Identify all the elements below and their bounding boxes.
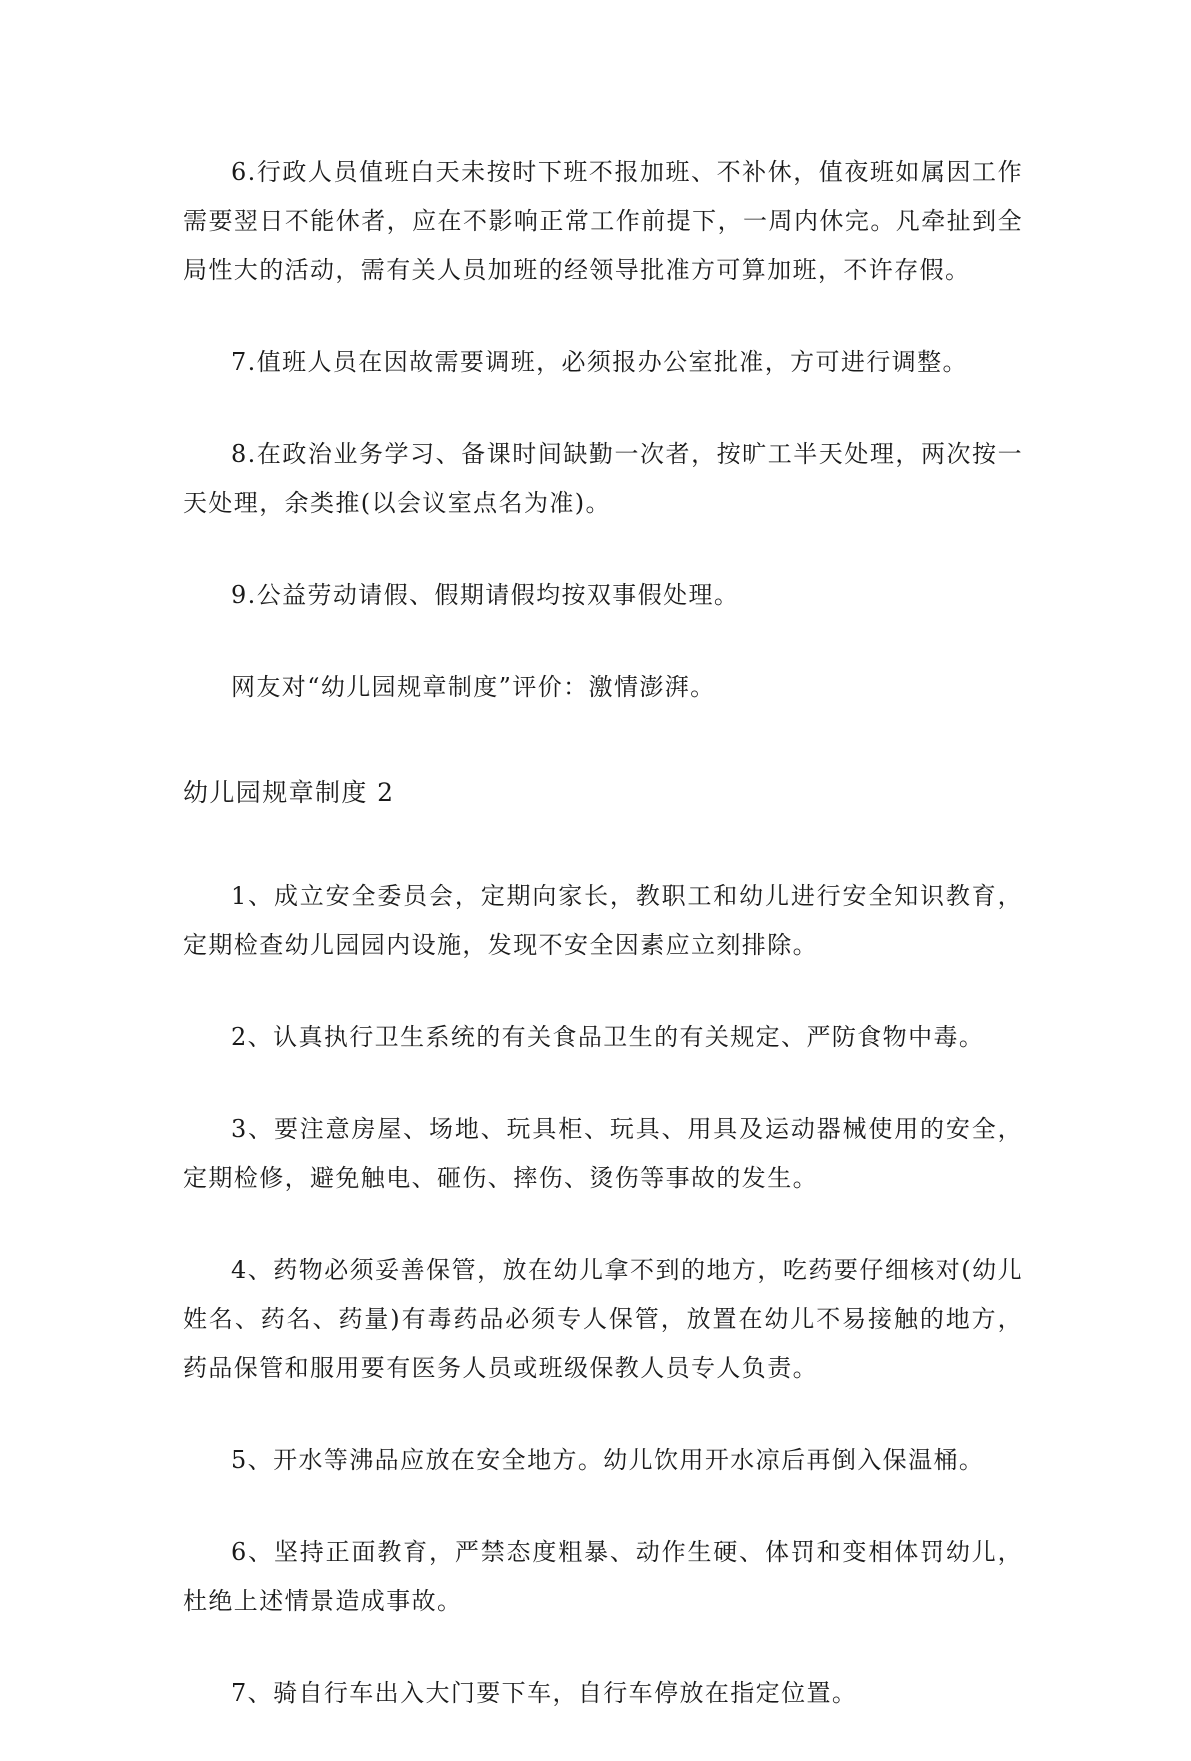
rule-item: 9.公益劳动请假、假期请假均按双事假处理。 xyxy=(231,581,740,609)
reader-comment: 网友对“幼儿园规章制度”评价：激情澎湃。 xyxy=(231,673,716,701)
section-safety-rules xyxy=(183,768,1023,1718)
rule-item: 3、要注意房屋、场地、玩具柜、玩具、用具及运动器械使用的安全，定期检修，避免触电、砸伤、摔伤、烫伤等事故的发生。 xyxy=(183,1115,1023,1192)
rule-item: 6、坚持正面教育，严禁态度粗暴、动作生硬、体罚和变相体罚幼儿，杜绝上述情景造成事故。 xyxy=(183,1538,1023,1615)
document-page xyxy=(183,148,1023,1761)
rule-item: 2、认真执行卫生系统的有关食品卫生的有关规定、严防食物中毒。 xyxy=(231,1023,985,1051)
section-attendance-rules xyxy=(183,148,1023,712)
rule-item: 1、成立安全委员会，定期向家长，教职工和幼儿进行安全知识教育，定期检查幼儿园园内设施，发现不安全因素应立刻排除。 xyxy=(183,882,1023,959)
section-title: 幼儿园规章制度 2 xyxy=(183,778,395,807)
rule-item: 5、开水等沸品应放在安全地方。幼儿饮用开水凉后再倒入保温桶。 xyxy=(231,1446,985,1474)
rule-item: 4、药物必须妥善保管，放在幼儿拿不到的地方，吃药要仔细核对(幼儿姓名、药名、药量)有毒药品必须专人保管，放置在幼儿不易接触的地方，药品保管和服用要有医务人员或班级保教人员专人负责。 xyxy=(183,1256,1023,1382)
rule-item: 7、骑自行车出入大门要下车，自行车停放在指定位置。 xyxy=(231,1679,858,1707)
rule-item: 8.在政治业务学习、备课时间缺勤一次者，按旷工半天处理，两次按一天处理，余类推(以会议室点名为准)。 xyxy=(183,440,1023,517)
rule-item: 6.行政人员值班白天未按时下班不报加班、不补休，值夜班如属因工作需要翌日不能休者，应在不影响正常工作前提下，一周内休完。凡牵扯到全局性大的活动，需有关人员加班的经领导批准方可算加班，不许存假。 xyxy=(183,158,1023,284)
rule-item: 7.值班人员在因故需要调班，必须报办公室批准，方可进行调整。 xyxy=(231,348,968,376)
